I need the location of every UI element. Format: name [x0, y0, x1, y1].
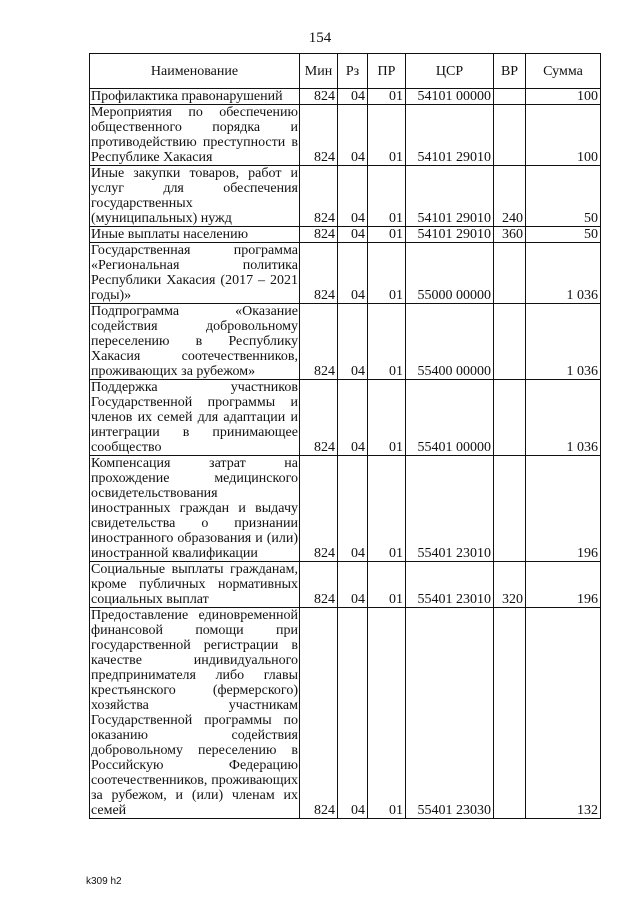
- cell-vr: [494, 380, 526, 456]
- footer-code: k309 h2: [86, 876, 122, 887]
- cell-vr: [494, 304, 526, 380]
- cell-sum: 196: [526, 456, 601, 562]
- cell-min: 824: [300, 304, 338, 380]
- page-number: 154: [308, 30, 332, 46]
- header-name: Наименование: [90, 54, 300, 89]
- table-row: [90, 89, 601, 105]
- cell-sum: 1 036: [526, 304, 601, 380]
- table-row: [90, 304, 601, 380]
- cell-vr: 240: [494, 166, 526, 227]
- cell-sum: 1 036: [526, 243, 601, 304]
- cell-pr: 01: [368, 562, 406, 608]
- cell-vr: [494, 89, 526, 105]
- cell-pr: 01: [368, 166, 406, 227]
- table-header-row: [90, 54, 601, 89]
- cell-min: 824: [300, 243, 338, 304]
- cell-sum: 100: [526, 105, 601, 166]
- cell-vr: 320: [494, 562, 526, 608]
- table-row: [90, 456, 601, 562]
- cell-min: 824: [300, 380, 338, 456]
- cell-name: Государственная программа «Региональная политика Республики Хакасия (2017 – 2021 годы)»: [91, 243, 298, 303]
- cell-name: Подпрограмма «Оказание содействия добровольному переселению в Республику Хакасия соотечественников, проживающих за рубежом»: [91, 304, 298, 379]
- cell-rz: 04: [338, 380, 368, 456]
- table-row: [90, 562, 601, 608]
- cell-name: Профилактика правонарушений: [90, 89, 300, 105]
- cell-vr: [494, 243, 526, 304]
- cell-sum: 50: [526, 166, 601, 227]
- cell-vr: 360: [494, 227, 526, 243]
- table-row: [90, 166, 601, 227]
- cell-vr: [494, 105, 526, 166]
- cell-min: 824: [300, 456, 338, 562]
- cell-name: Мероприятия по обеспечению общественного порядка и противодействию преступности в Республике Хакасия: [91, 105, 298, 165]
- cell-rz: 04: [338, 243, 368, 304]
- cell-csr: 55401 23010: [406, 456, 494, 562]
- cell-min: 824: [300, 562, 338, 608]
- table-row: [90, 608, 601, 819]
- cell-rz: 04: [338, 562, 368, 608]
- cell-name: Социальные выплаты гражданам, кроме публичных нормативных социальных выплат: [91, 562, 298, 607]
- cell-sum: 1 036: [526, 380, 601, 456]
- cell-csr: 54101 00000: [406, 89, 494, 105]
- cell-name: Компенсация затрат на прохождение медицинского освидетельствования иностранных граждан и выдачу свидетельства о признании иностранного образования и (или) иностранной квалификации: [91, 456, 298, 561]
- cell-name: Иные выплаты населению: [90, 227, 300, 243]
- cell-rz: 04: [338, 105, 368, 166]
- cell-csr: 55401 00000: [406, 380, 494, 456]
- cell-csr: 54101 29010: [406, 166, 494, 227]
- table-row: [90, 243, 601, 304]
- cell-csr: 54101 29010: [406, 105, 494, 166]
- cell-min: 824: [300, 89, 338, 105]
- cell-vr: [494, 456, 526, 562]
- cell-rz: 04: [338, 456, 368, 562]
- cell-pr: 01: [368, 380, 406, 456]
- cell-csr: 55000 00000: [406, 243, 494, 304]
- table-row: [90, 227, 601, 243]
- cell-min: 824: [300, 166, 338, 227]
- header-pr: ПР: [368, 54, 406, 89]
- table-row: [90, 380, 601, 456]
- header-min: Мин: [300, 54, 338, 89]
- cell-min: 824: [300, 608, 338, 819]
- header-csr: ЦСР: [406, 54, 494, 89]
- cell-rz: 04: [338, 227, 368, 243]
- cell-pr: 01: [368, 243, 406, 304]
- cell-min: 824: [300, 105, 338, 166]
- header-vr: ВР: [494, 54, 526, 89]
- cell-rz: 04: [338, 166, 368, 227]
- cell-rz: 04: [338, 89, 368, 105]
- cell-name: Иные закупки товаров, работ и услуг для обеспечения государственных (муниципальных) нужд: [91, 166, 298, 226]
- cell-pr: 01: [368, 304, 406, 380]
- cell-rz: 04: [338, 304, 368, 380]
- budget-table: [89, 53, 601, 819]
- cell-csr: 55401 23010: [406, 562, 494, 608]
- cell-csr: 54101 29010: [406, 227, 494, 243]
- cell-csr: 55400 00000: [406, 304, 494, 380]
- cell-pr: 01: [368, 89, 406, 105]
- cell-sum: 100: [526, 89, 601, 105]
- cell-sum: 196: [526, 562, 601, 608]
- cell-name: Поддержка участников Государственной программы и членов их семей для адаптации и интеграции в принимающее сообщество: [91, 380, 298, 455]
- cell-sum: 50: [526, 227, 601, 243]
- table-row: [90, 105, 601, 166]
- header-rz: Рз: [338, 54, 368, 89]
- cell-name: Предоставление единовременной финансовой помощи при государственной регистрации в качестве индивидуального предпринимателя либо главы крестьянского (фермерского) хозяйства участникам Государственной программы по оказанию содействия добровольному переселению в Российскую Федерацию соотечественников, проживающих за рубежом, и (или) членам их семей: [91, 608, 298, 818]
- cell-pr: 01: [368, 105, 406, 166]
- cell-pr: 01: [368, 608, 406, 819]
- cell-pr: 01: [368, 227, 406, 243]
- header-sum: Сумма: [526, 54, 601, 89]
- cell-min: 824: [300, 227, 338, 243]
- cell-csr: 55401 23030: [406, 608, 494, 819]
- cell-rz: 04: [338, 608, 368, 819]
- cell-pr: 01: [368, 456, 406, 562]
- cell-vr: [494, 608, 526, 819]
- cell-sum: 132: [526, 608, 601, 819]
